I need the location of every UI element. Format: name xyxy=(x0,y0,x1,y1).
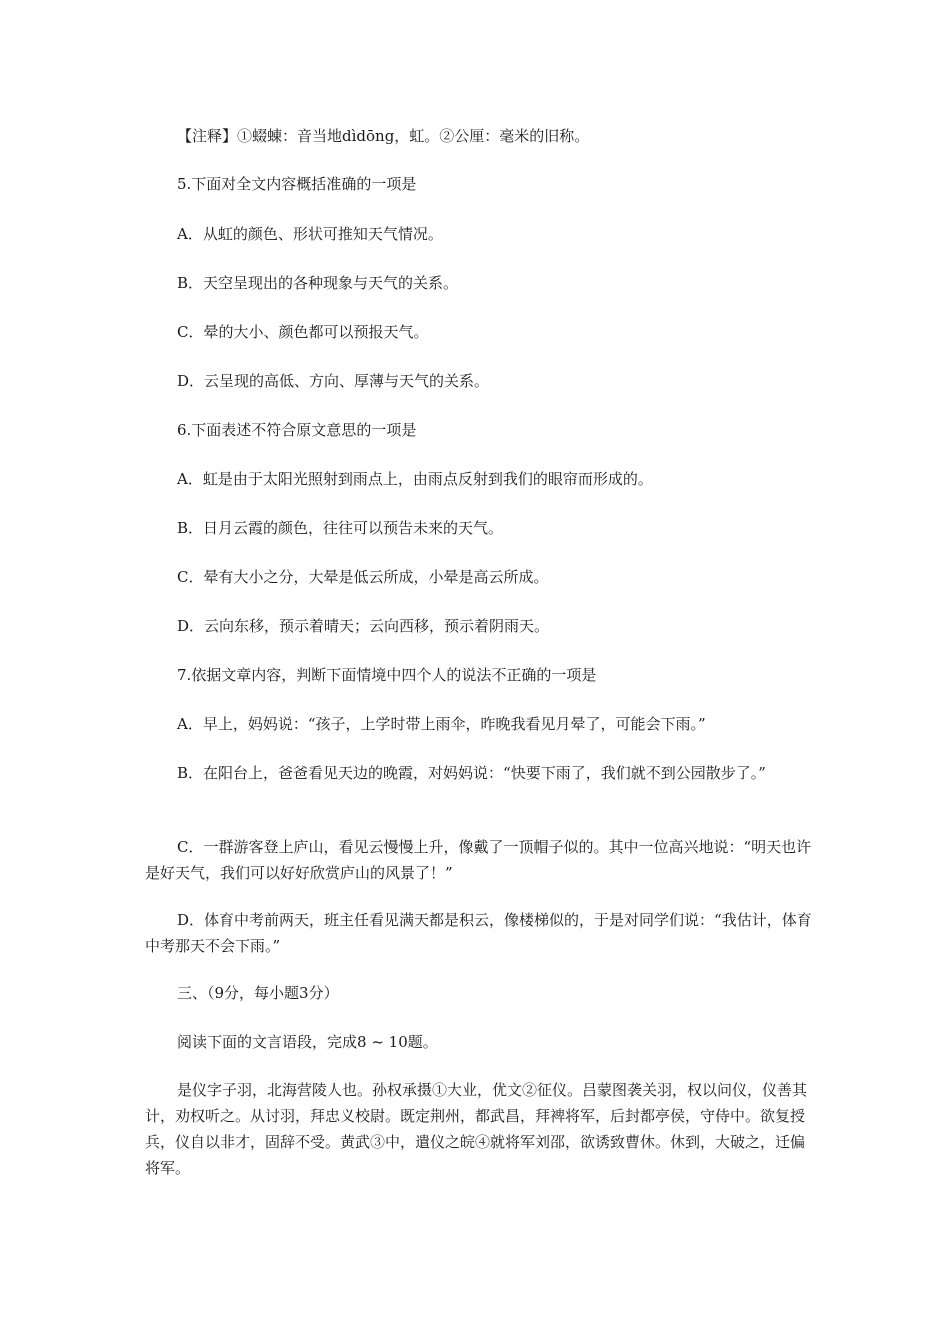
annotation-note: 【注释】①蝃蝀：音当地dìdōng，虹。②公厘：毫米的旧称。 xyxy=(177,127,590,145)
question-5-option-b: B．天空呈现出的各种现象与天气的关系。 xyxy=(177,274,459,292)
question-6-option-d: D．云向东移，预示着晴天；云向西移，预示着阴雨天。 xyxy=(177,617,550,635)
question-7-option-d: D．体育中考前两天，班主任看见满天都是积云，像楼梯似的，于是对同学们说：“我估计，体育中考那天不会下雨。” xyxy=(145,911,812,955)
question-6-stem: 6.下面表述不符合原文意思的一项是 xyxy=(177,421,417,439)
question-7-option-c: C．一群游客登上庐山，看见云慢慢上升，像戴了一顶帽子似的。其中一位高兴地说：“明天也许是好天气，我们可以好好欣赏庐山的风景了！” xyxy=(145,838,812,882)
question-7-option-b: B．在阳台上，爸爸看见天边的晚霞，对妈妈说：“快要下雨了，我们就不到公园散步了。” xyxy=(177,764,766,782)
question-6-option-b: B．日月云霞的颜色，往往可以预告未来的天气。 xyxy=(177,519,504,537)
question-7-option-a: A．早上，妈妈说：“孩子，上学时带上雨伞，昨晚我看见月晕了，可能会下雨。” xyxy=(177,715,706,733)
section-3-instruction: 阅读下面的文言语段，完成8 ~ 10题。 xyxy=(177,1033,438,1051)
question-5-stem: 5.下面对全文内容概括准确的一项是 xyxy=(177,175,417,193)
question-5-option-c: C．晕的大小、颜色都可以预报天气。 xyxy=(177,323,429,341)
question-6-option-a: A．虹是由于太阳光照射到雨点上，由雨点反射到我们的眼帘而形成的。 xyxy=(177,470,653,488)
question-5-option-a: A．从虹的颜色、形状可推知天气情况。 xyxy=(177,225,443,243)
classical-chinese-passage: 是仪字子羽，北海营陵人也。孙权承摄①大业，优文②征仪。吕蒙图袭关羽，权以问仪，仪善其计，劝权听之。从讨羽，拜忠义校尉。既定荆州，都武昌，拜裨将军，后封都亭侯，守侍中。欲复授兵，仪自以非才，固辞不受。黄武③中，遣仪之皖④就将军刘邵，欲诱致曹休。休到，大破之，迁偏将军。 xyxy=(145,1081,808,1177)
section-3-heading: 三、（9分，每小题3分） xyxy=(177,984,339,1002)
question-6-option-c: C．晕有大小之分，大晕是低云所成，小晕是高云所成。 xyxy=(177,568,549,586)
question-5-option-d: D．云呈现的高低、方向、厚薄与天气的关系。 xyxy=(177,372,490,390)
question-7-stem: 7.依据文章内容，判断下面情境中四个人的说法不正确的一项是 xyxy=(177,666,597,684)
